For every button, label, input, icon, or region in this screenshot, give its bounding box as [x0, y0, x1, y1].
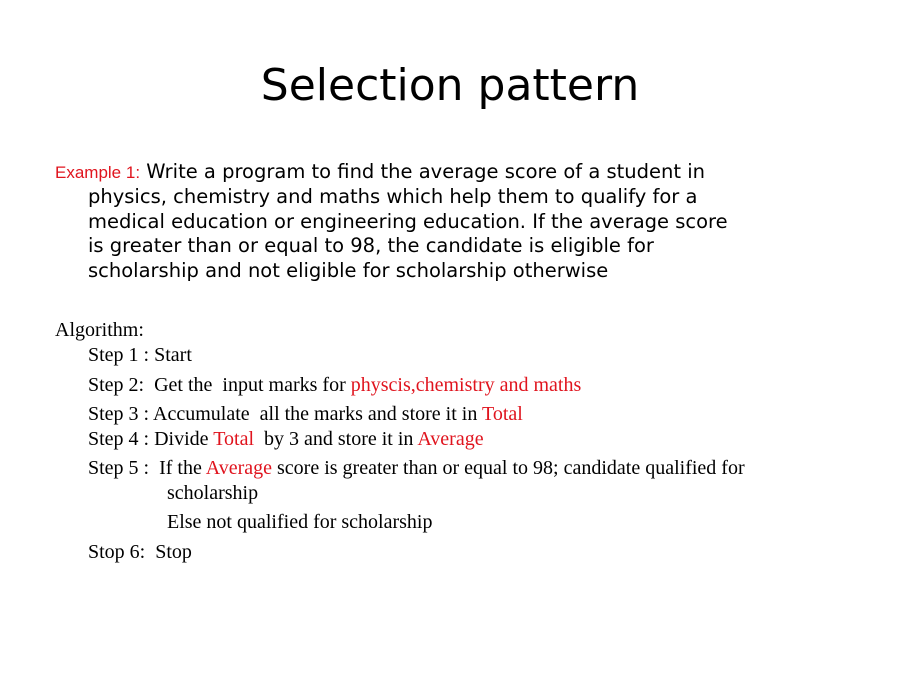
- step-3: [88, 402, 523, 426]
- example-line-3: medical education or engineering education. If the average score: [88, 210, 728, 233]
- step-4-text: Step 4 : Divide: [88, 428, 214, 450]
- step-2: [88, 373, 581, 397]
- step-3-highlight: Total: [482, 403, 523, 425]
- step-4-text-2: by 3 and store it in: [254, 428, 418, 450]
- step-2-highlight: physcis,chemistry and maths: [350, 374, 582, 396]
- step-4-highlight-average: Average: [417, 428, 484, 450]
- step-5-else: Else not qualified for scholarship: [167, 511, 433, 533]
- example-line-4: is greater than or equal to 98, the candidate is eligible for: [88, 234, 654, 257]
- step-5: [88, 456, 745, 480]
- algorithm-heading: Algorithm:: [55, 319, 144, 341]
- step-4: [88, 427, 484, 451]
- step-5-continuation: scholarship: [167, 482, 259, 504]
- step-4-highlight-total: Total: [213, 428, 254, 450]
- step-3-text: Step 3 : Accumulate all the marks and store it in: [88, 403, 482, 425]
- step-5-text-2: score is greater than or equal to 98; candidate qualified for: [272, 457, 745, 479]
- slide-title: Selection pattern: [260, 60, 640, 111]
- step-5-text: Step 5 : If the: [88, 457, 206, 479]
- step-5-highlight: Average: [205, 457, 273, 479]
- example-line-1: [55, 160, 705, 185]
- step-1: Step 1 : Start: [88, 344, 192, 366]
- example-line-5: scholarship and not eligible for scholarship otherwise: [88, 259, 609, 282]
- example-label: Example 1:: [55, 163, 141, 182]
- step-2-text: Step 2: Get the input marks for: [88, 374, 351, 396]
- step-6: Stop 6: Stop: [88, 541, 192, 563]
- example-line-2: physics, chemistry and maths which help them to qualify for a: [88, 185, 698, 208]
- example-text: Write a program to find the average score of a student in: [146, 160, 705, 183]
